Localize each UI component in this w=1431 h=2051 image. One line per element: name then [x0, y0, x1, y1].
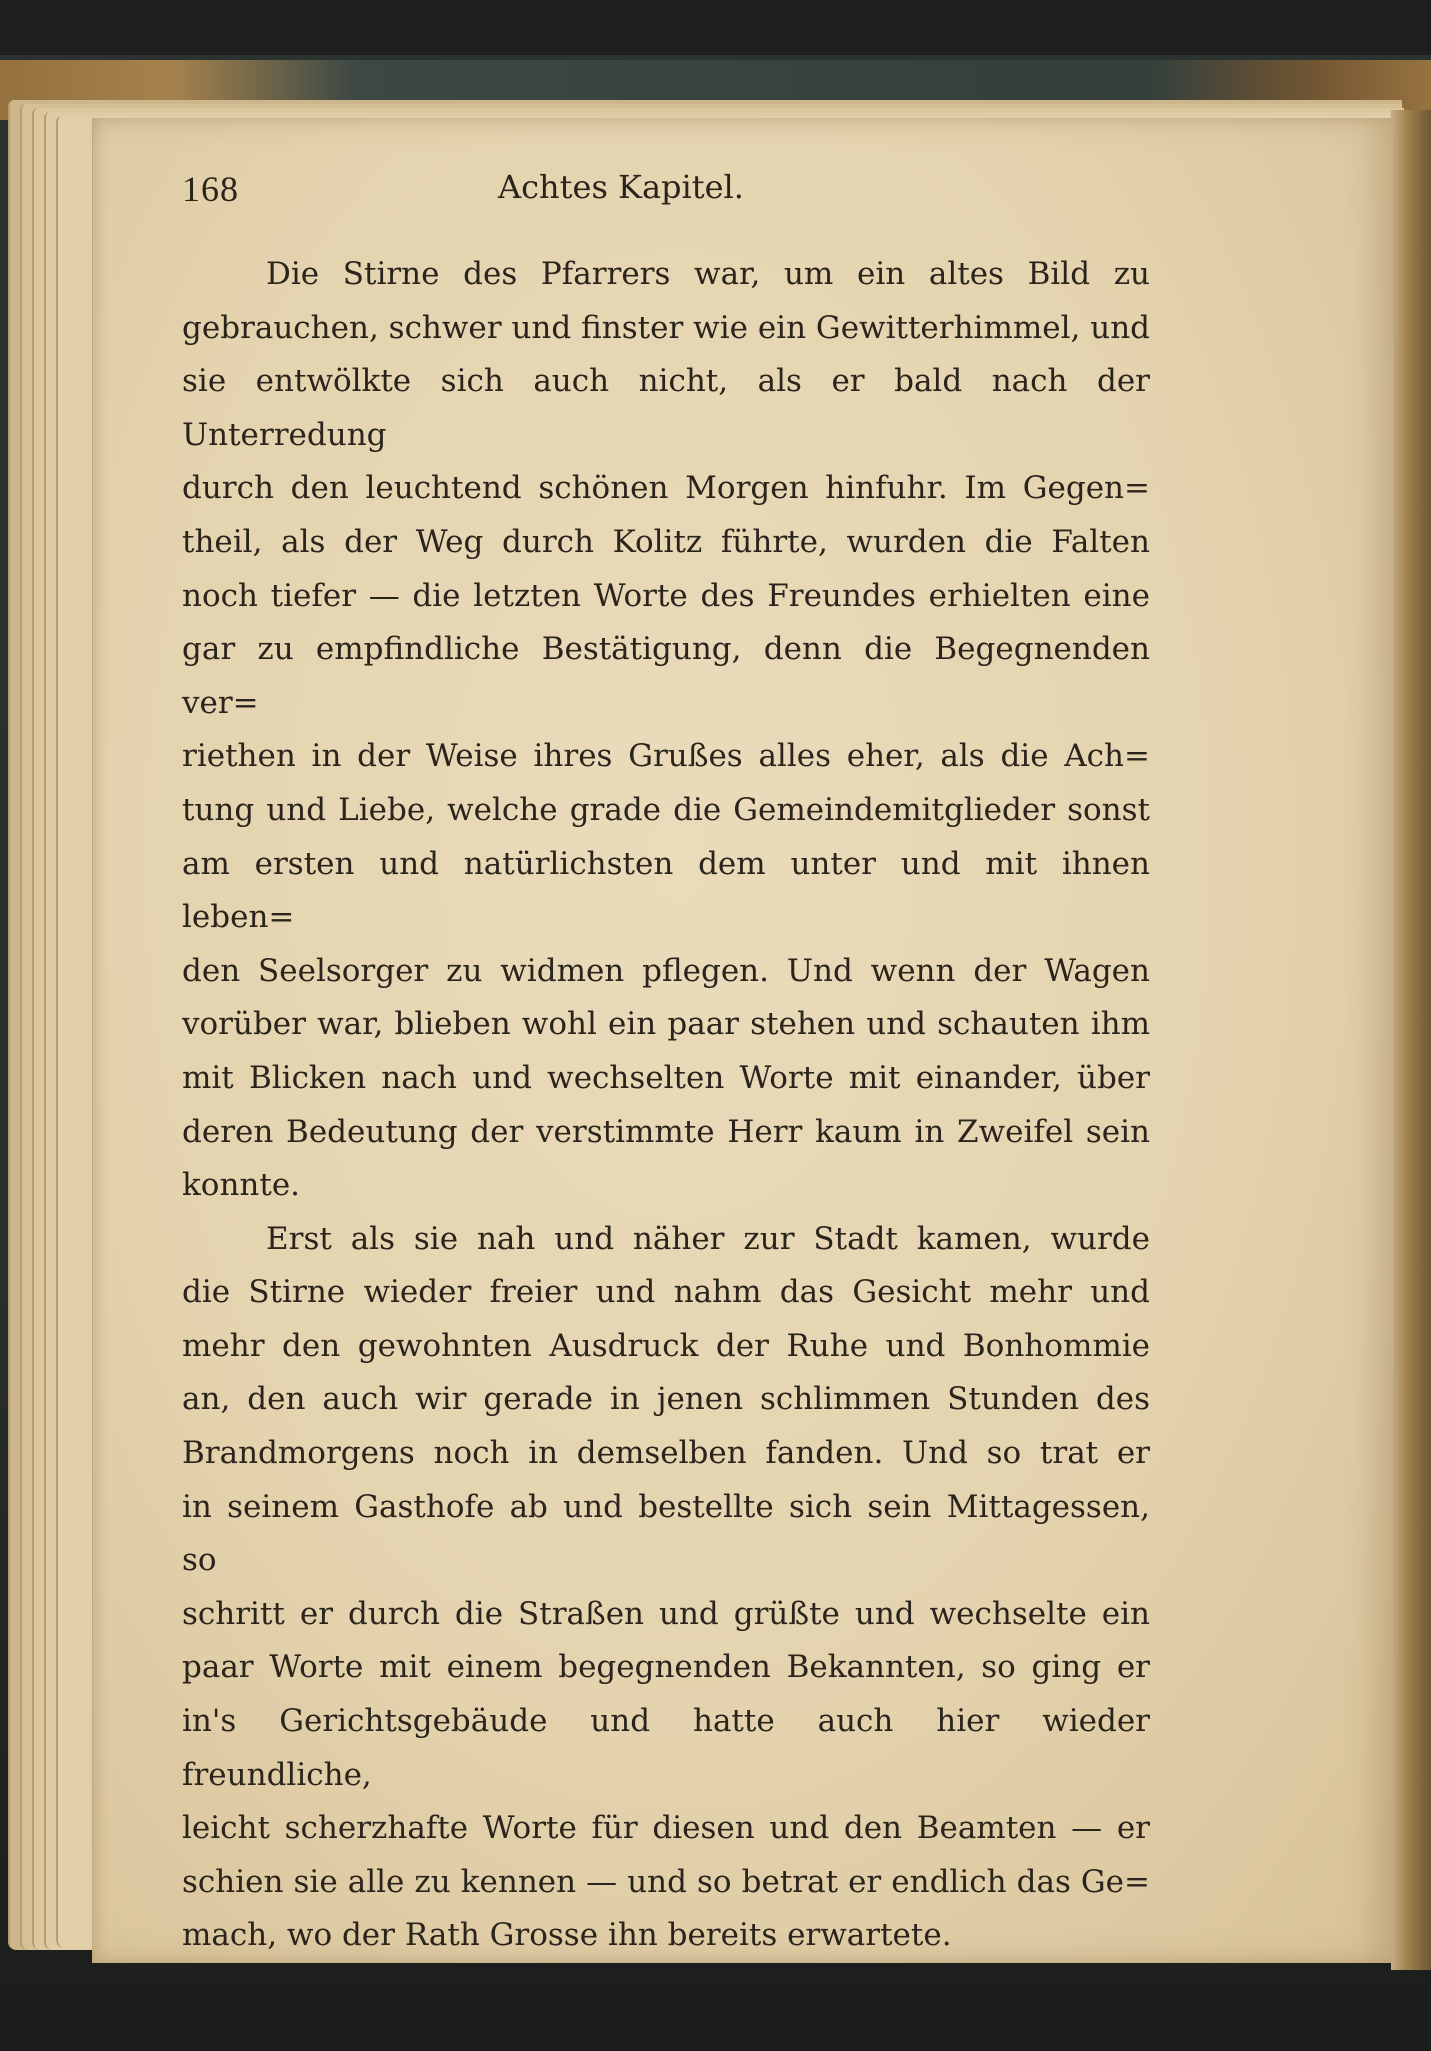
text-line: an, den auch wir gerade in jenen schlimmen Stunden des: [182, 1381, 1150, 1418]
body-text: [182, 248, 1150, 1963]
text-line: deren Bedeutung der verstimmte Herr kaum in Zweifel sein: [182, 1113, 1150, 1150]
paragraph: [182, 1213, 1150, 1963]
paragraph: [182, 248, 1150, 1213]
text-line: mach, wo der Rath Grosse ihn bereits erwartete.: [182, 1917, 952, 1954]
text-line: theil, als der Weg durch Kolitz führte, wurden die Falten: [182, 523, 1150, 560]
text-line: durch den leuchtend schönen Morgen hinfuhr. Im Gegen=: [182, 470, 1150, 507]
text-line: schritt er durch die Straßen und grüßte und wechselte ein: [182, 1595, 1150, 1632]
text-line: vorüber war, blieben wohl ein paar stehen und schauten ihm: [182, 1006, 1150, 1043]
text-line: Die Stirne des Pfarrers war, um ein altes Bild zu: [266, 256, 1150, 292]
text-line: riethen in der Weise ihres Grußes alles eher, als die Ach=: [182, 738, 1150, 775]
text-line: schien sie alle zu kennen — und so betrat er endlich das Ge=: [182, 1863, 1150, 1900]
text-line: sie entwölkte sich auch nicht, als er bald nach der Unterredung: [182, 363, 1150, 453]
text-line: paar Worte mit einem begegnenden Bekannten, so ging er: [182, 1649, 1150, 1686]
text-line: mehr den gewohnten Ausdruck der Ruhe und Bonhommie: [182, 1327, 1150, 1364]
text-line: gar zu empfindliche Bestätigung, denn die Begegnenden ver=: [182, 631, 1150, 721]
text-line: Erst als sie nah und näher zur Stadt kamen, wurde: [266, 1220, 1150, 1257]
text-line: gebrauchen, schwer und finster wie ein Gewitterhimmel, und: [182, 309, 1150, 346]
text-line: leicht scherzhafte Worte für diesen und den Beamten — er: [182, 1810, 1150, 1847]
page-number: 168: [182, 169, 239, 209]
text-line: in seinem Gasthofe ab und bestellte sich sein Mittagessen, so: [182, 1488, 1150, 1579]
text-line: die Stirne wieder freier und nahm das Gesicht mehr und: [182, 1274, 1150, 1311]
running-head: Achtes Kapitel.: [498, 168, 744, 206]
text-line: Brandmorgens noch in demselben fanden. Und so trat er: [182, 1435, 1150, 1472]
text-line: konnte.: [182, 1167, 301, 1204]
text-line: den Seelsorger zu widmen pflegen. Und wenn der Wagen: [182, 952, 1150, 989]
page-header: [182, 168, 1082, 228]
book-spine: [1391, 110, 1431, 1970]
text-line: am ersten und natürlichsten dem unter und mit ihnen leben=: [182, 845, 1150, 936]
text-line: in's Gerichtsgebäude und hatte auch hier wieder freundliche,: [182, 1703, 1150, 1793]
text-line: noch tiefer — die letzten Worte des Freundes erhielten eine: [182, 577, 1150, 614]
text-line: tung und Liebe, welche grade die Gemeindemitglieder sonst: [182, 791, 1150, 828]
text-line: mit Blicken nach und wechselten Worte mit einander, über: [182, 1059, 1150, 1096]
